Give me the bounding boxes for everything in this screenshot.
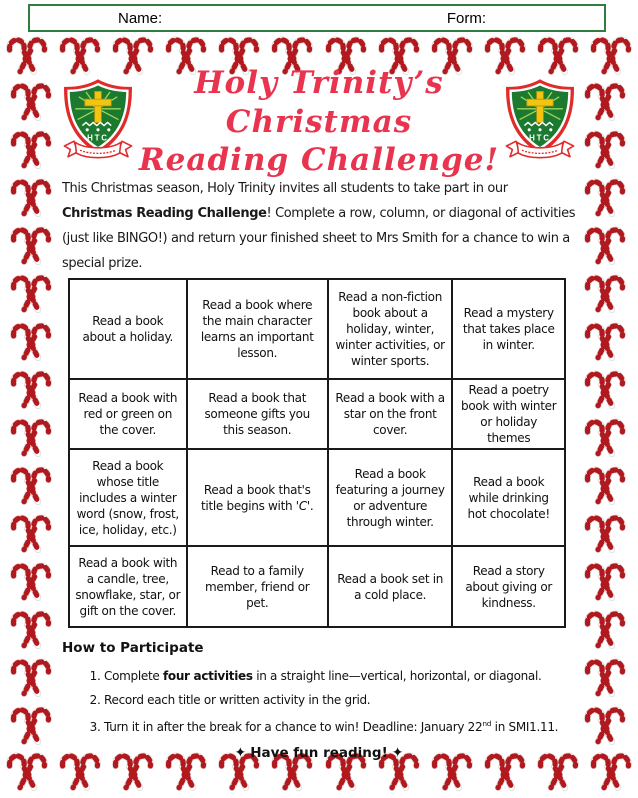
grid-row [69, 546, 565, 627]
grid-row [69, 279, 565, 379]
bingo-grid [68, 278, 566, 628]
candy-cane-icon [8, 706, 54, 746]
candy-cane-icon [582, 562, 628, 602]
how-to-item-1 [104, 664, 576, 688]
candy-cane-icon [535, 36, 581, 76]
candy-cane-icon [582, 466, 628, 506]
footer-text: Have fun reading! [250, 745, 388, 761]
cell-italic-text: C [298, 498, 307, 513]
candy-cane-icon [8, 370, 54, 410]
candy-cane-icon [588, 36, 634, 76]
grid-cell-r2c1[interactable]: Read a book with red or green on the cover. [69, 379, 187, 449]
item-superscript: nd [482, 719, 492, 728]
candy-cane-icon [8, 130, 54, 170]
candy-cane-icon [582, 226, 628, 266]
sparkle-icon: ✦ [391, 745, 404, 761]
grid-row [69, 379, 565, 449]
name-label: Name: [118, 9, 163, 27]
candy-cane-icon [8, 274, 54, 314]
candy-cane-icon [8, 82, 54, 122]
candy-cane-icon [582, 130, 628, 170]
intro-text: This Christmas season, Holy Trinity invites all students to take part in our [62, 181, 508, 196]
candy-cane-icon [8, 178, 54, 218]
how-to-item-3 [104, 712, 576, 739]
grid-cell-r4c3[interactable]: Read a book set in a cold place. [328, 546, 452, 627]
candy-cane-icon [4, 752, 50, 792]
candy-cane-icon [582, 274, 628, 314]
grid-cell-r1c1[interactable]: Read a book about a holiday. [69, 279, 187, 379]
title-line-2: Reading Challenge! [138, 142, 500, 179]
content-area [62, 64, 576, 761]
candy-cane-icon [582, 370, 628, 410]
grid-cell-r1c4[interactable]: Read a mystery that takes place in winter. [452, 279, 565, 379]
candy-cane-icon [8, 322, 54, 362]
title-line-1: Holy Trinity’s Christmas [194, 64, 444, 140]
candy-cane-icon [582, 514, 628, 554]
footer-message [62, 745, 576, 761]
grid-cell-r2c3[interactable]: Read a book with a star on the front cover. [328, 379, 452, 449]
grid-cell-r3c3[interactable]: Read a book featuring a journey or adventure through winter. [328, 449, 452, 546]
candy-cane-icon [582, 610, 628, 650]
intro-bold-text: Christmas Reading Challenge [62, 206, 267, 221]
school-crest-icon [62, 78, 134, 166]
name-form-box [28, 4, 606, 32]
candy-cane-icon [8, 562, 54, 602]
item-text: in a straight line—vertical, horizontal, or diagonal. [252, 669, 542, 683]
grid-cell-r3c2[interactable] [187, 449, 328, 546]
candy-cane-icon [582, 658, 628, 698]
candy-cane-icon [8, 226, 54, 266]
how-to-list [62, 664, 576, 739]
candy-cane-icon [582, 706, 628, 746]
school-crest-icon [504, 78, 576, 166]
candy-cane-icon [582, 322, 628, 362]
candy-cane-border-right [580, 82, 630, 746]
page-title [134, 64, 504, 180]
grid-cell-r1c2[interactable]: Read a book where the main character learns an important lesson. [187, 279, 328, 379]
candy-cane-icon [8, 514, 54, 554]
item-text: Complete [104, 669, 163, 683]
grid-cell-r4c1[interactable]: Read a book with a candle, tree, snowflake, star, or gift on the cover. [69, 546, 187, 627]
candy-cane-icon [4, 36, 50, 76]
how-to-heading: How to Participate [62, 640, 204, 656]
item-text: Turn it in after the break for a chance to win! Deadline: January 22 [104, 720, 483, 734]
candy-cane-icon [582, 178, 628, 218]
grid-cell-r2c4[interactable]: Read a poetry book with winter or holiday themes [452, 379, 565, 449]
masthead [62, 64, 576, 179]
candy-cane-icon [8, 466, 54, 506]
form-label: Form: [446, 9, 486, 27]
cell-text: '. [306, 498, 314, 513]
cell-text: Read a book that's title begins with ' [201, 482, 311, 513]
grid-cell-r3c4[interactable]: Read a book while drinking hot chocolate! [452, 449, 565, 546]
grid-cell-r4c2[interactable]: Read to a family member, friend or pet. [187, 546, 328, 627]
sparkle-icon: ✦ [234, 745, 247, 761]
grid-row [69, 449, 565, 546]
grid-cell-r3c1[interactable]: Read a book whose title includes a winter word (snow, frost, ice, holiday, etc.) [69, 449, 187, 546]
intro-text: ! Complete a row, column, or diagonal of activities (just like BINGO!) and return your finished sheet to Mrs Smith for a chance to win a special prize. [62, 206, 576, 271]
grid-cell-r2c2[interactable]: Read a book that someone gifts you this season. [187, 379, 328, 449]
item-bold-text: four activities [162, 669, 253, 683]
grid-cell-r4c4[interactable]: Read a story about giving or kindness. [452, 546, 565, 627]
candy-cane-icon [582, 82, 628, 122]
candy-cane-icon [8, 658, 54, 698]
candy-cane-icon [588, 752, 634, 792]
candy-cane-icon [57, 36, 103, 76]
candy-cane-icon [8, 418, 54, 458]
candy-cane-icon [582, 418, 628, 458]
how-to-item-2 [104, 688, 576, 712]
candy-cane-border-left [6, 82, 56, 746]
candy-cane-icon [8, 610, 54, 650]
item-text: Record each title or written activity in the grid. [104, 693, 371, 707]
item-text: in SMI1.11. [491, 720, 559, 734]
intro-paragraph [62, 176, 576, 276]
grid-cell-r1c3[interactable]: Read a non-fiction book about a holiday, winter, winter activities, or winter sports. [328, 279, 452, 379]
